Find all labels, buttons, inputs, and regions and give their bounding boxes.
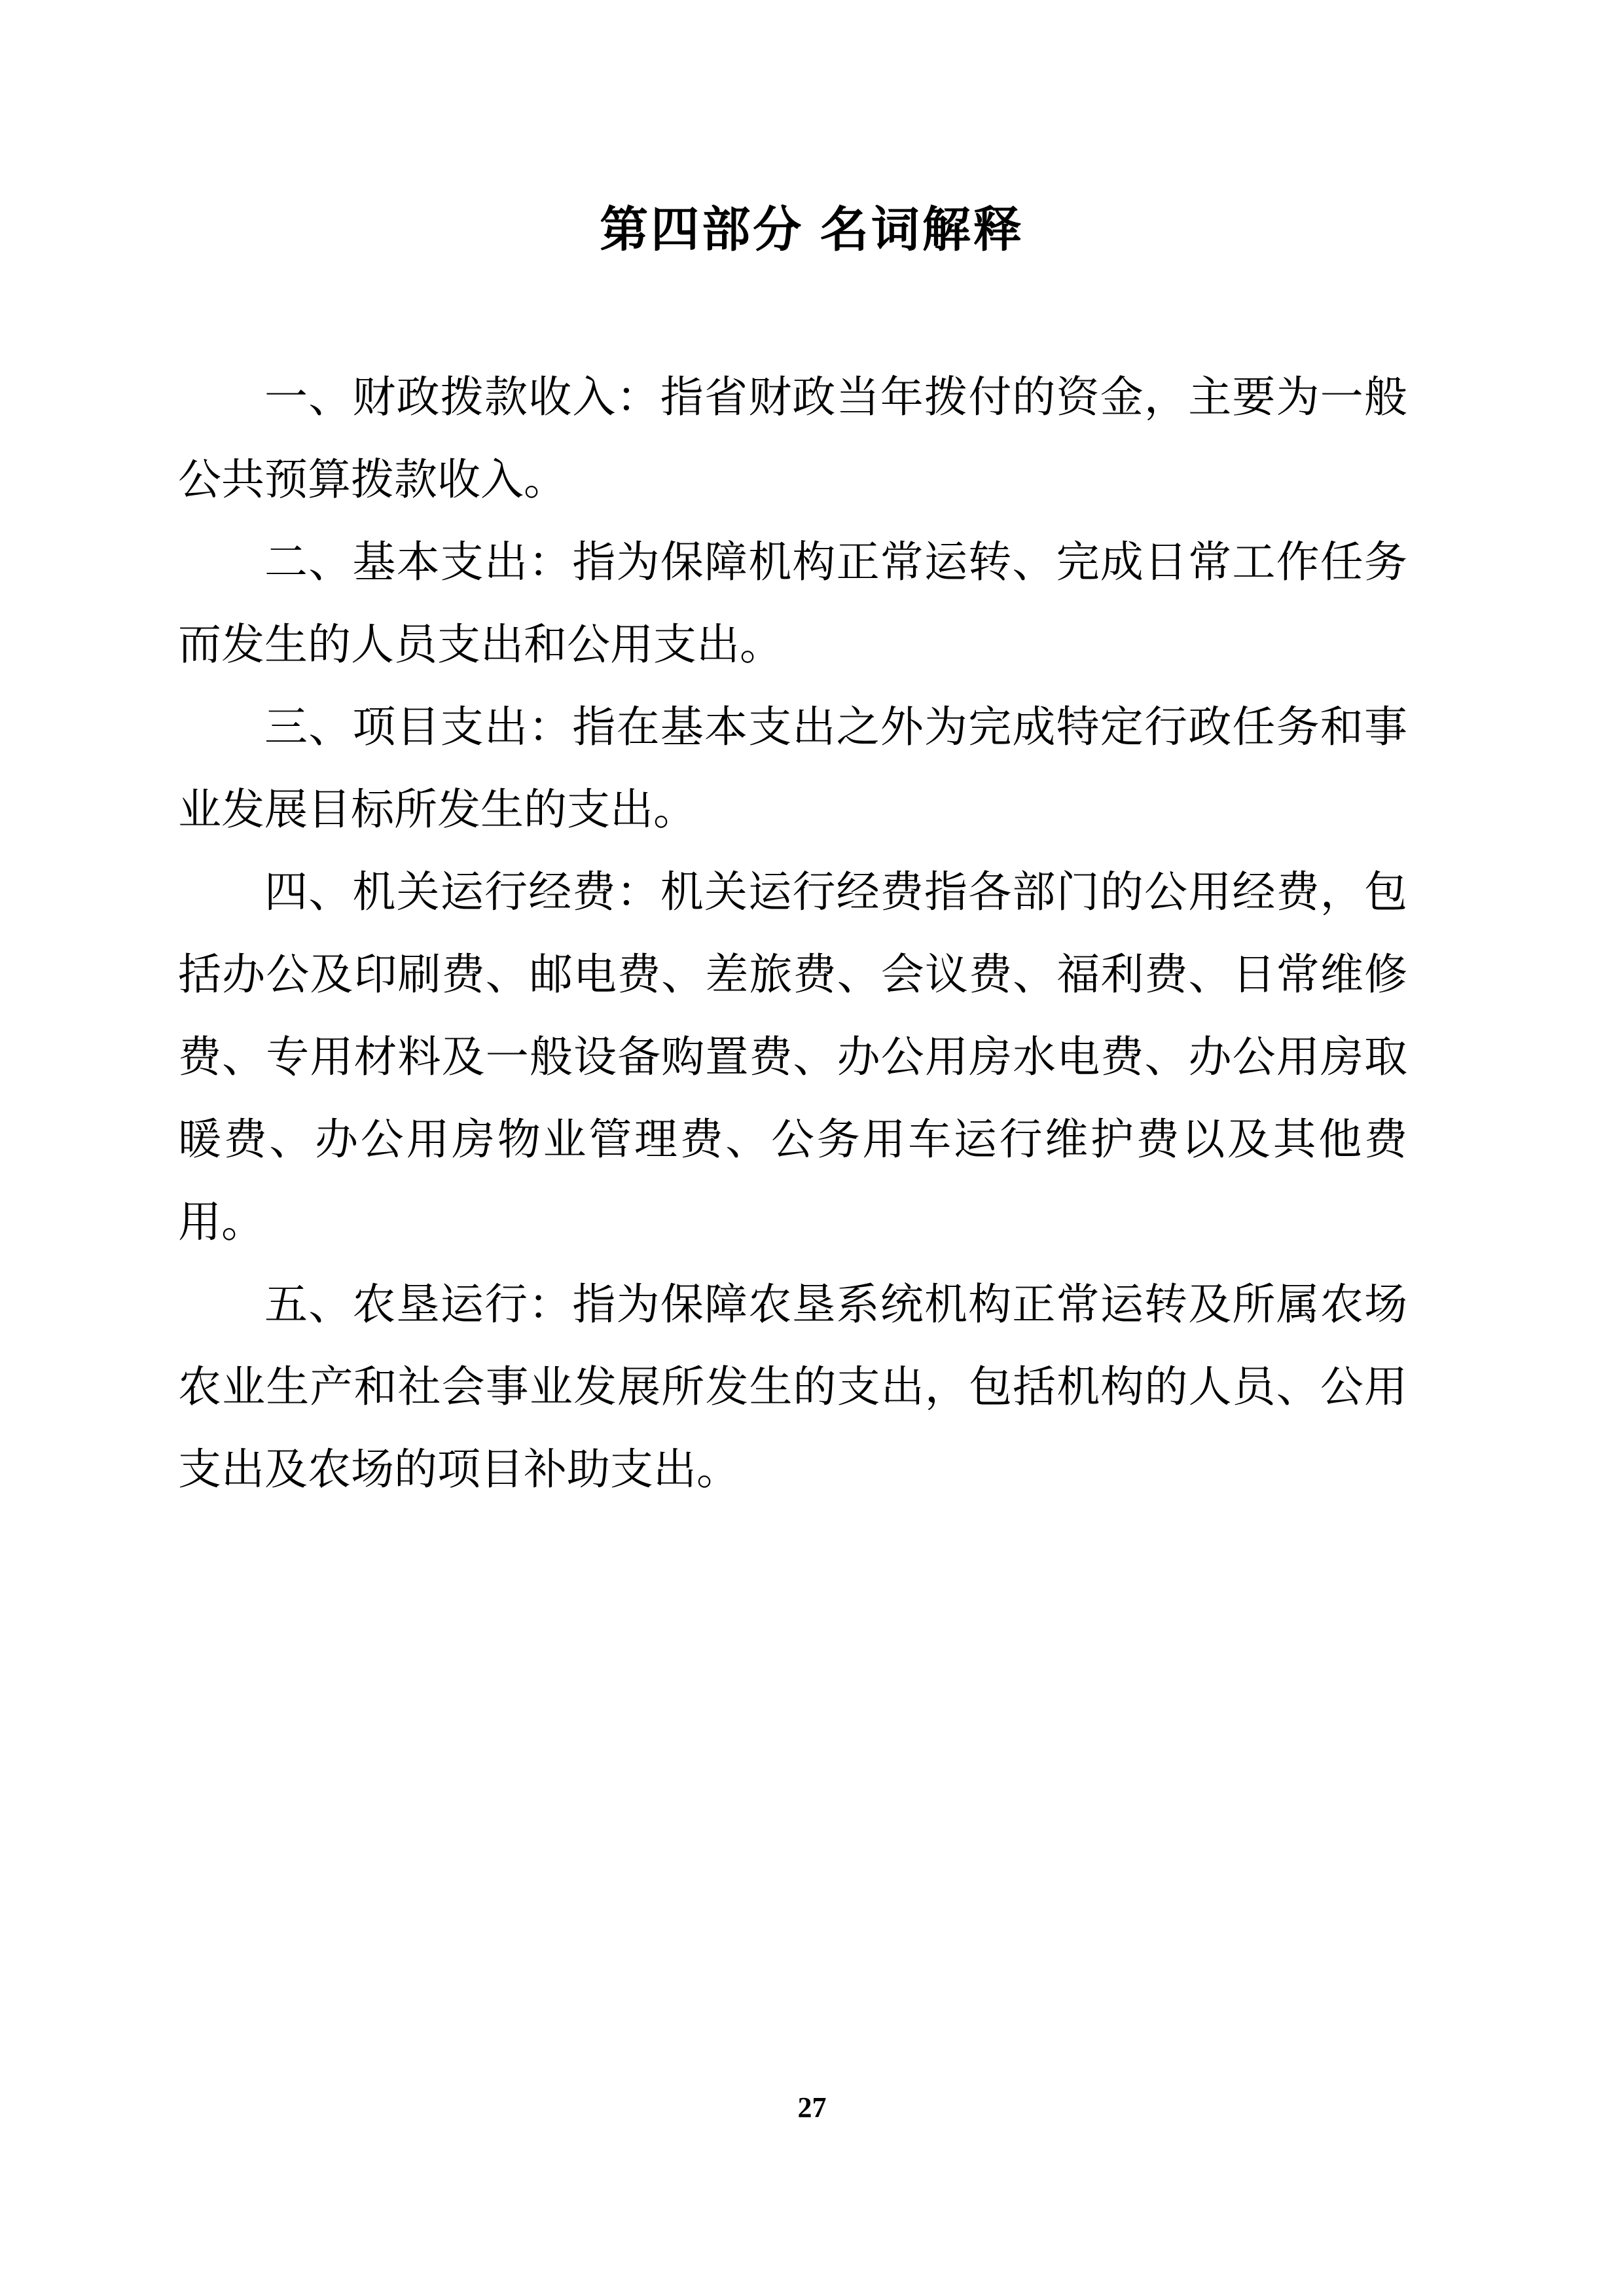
- paragraph-line: 一、财政拨款收入：指省财政当年拨付的资金，主要为一般: [264, 374, 1407, 422]
- paragraph-4: [178, 852, 1407, 1264]
- paragraph-line: 公共预算拨款收入。: [178, 456, 567, 504]
- document-title: 第四部分 名词解释: [600, 202, 1024, 257]
- page-number: 27: [797, 2091, 827, 2123]
- paragraph-5: [178, 1264, 1407, 1511]
- paragraph-line: 括办公及印刷费、邮电费、差旅费、会议费、福利费、日常维修: [178, 951, 1407, 999]
- paragraph-1: [178, 357, 1407, 522]
- paragraph-line: 业发展目标所发生的支出。: [178, 786, 696, 834]
- paragraph-line: 农业生产和社会事业发展所发生的支出，包括机构的人员、公用: [178, 1364, 1407, 1411]
- paragraph-line: 暖费、办公用房物业管理费、公务用车运行维护费以及其他费用。: [178, 1116, 1407, 1246]
- paragraph-line: 四、机关运行经费：机关运行经费指各部门的公用经费，包: [264, 869, 1407, 916]
- paragraph-line: 而发生的人员支出和公用支出。: [178, 621, 783, 669]
- paragraph-line: 费、专用材料及一般设备购置费、办公用房水电费、办公用房取: [178, 1034, 1407, 1081]
- paragraph-line: 二、基本支出：指为保障机构正常运转、完成日常工作任务: [264, 539, 1407, 587]
- paragraph-2: [178, 522, 1407, 687]
- document-body: [178, 357, 1407, 1511]
- paragraph-line: 五、农垦运行：指为保障农垦系统机构正常运转及所属农场: [264, 1281, 1407, 1329]
- paragraph-3: [178, 687, 1407, 852]
- paragraph-line: 支出及农场的项目补助支出。: [178, 1446, 740, 1494]
- paragraph-line: 三、项目支出：指在基本支出之外为完成特定行政任务和事: [264, 704, 1407, 751]
